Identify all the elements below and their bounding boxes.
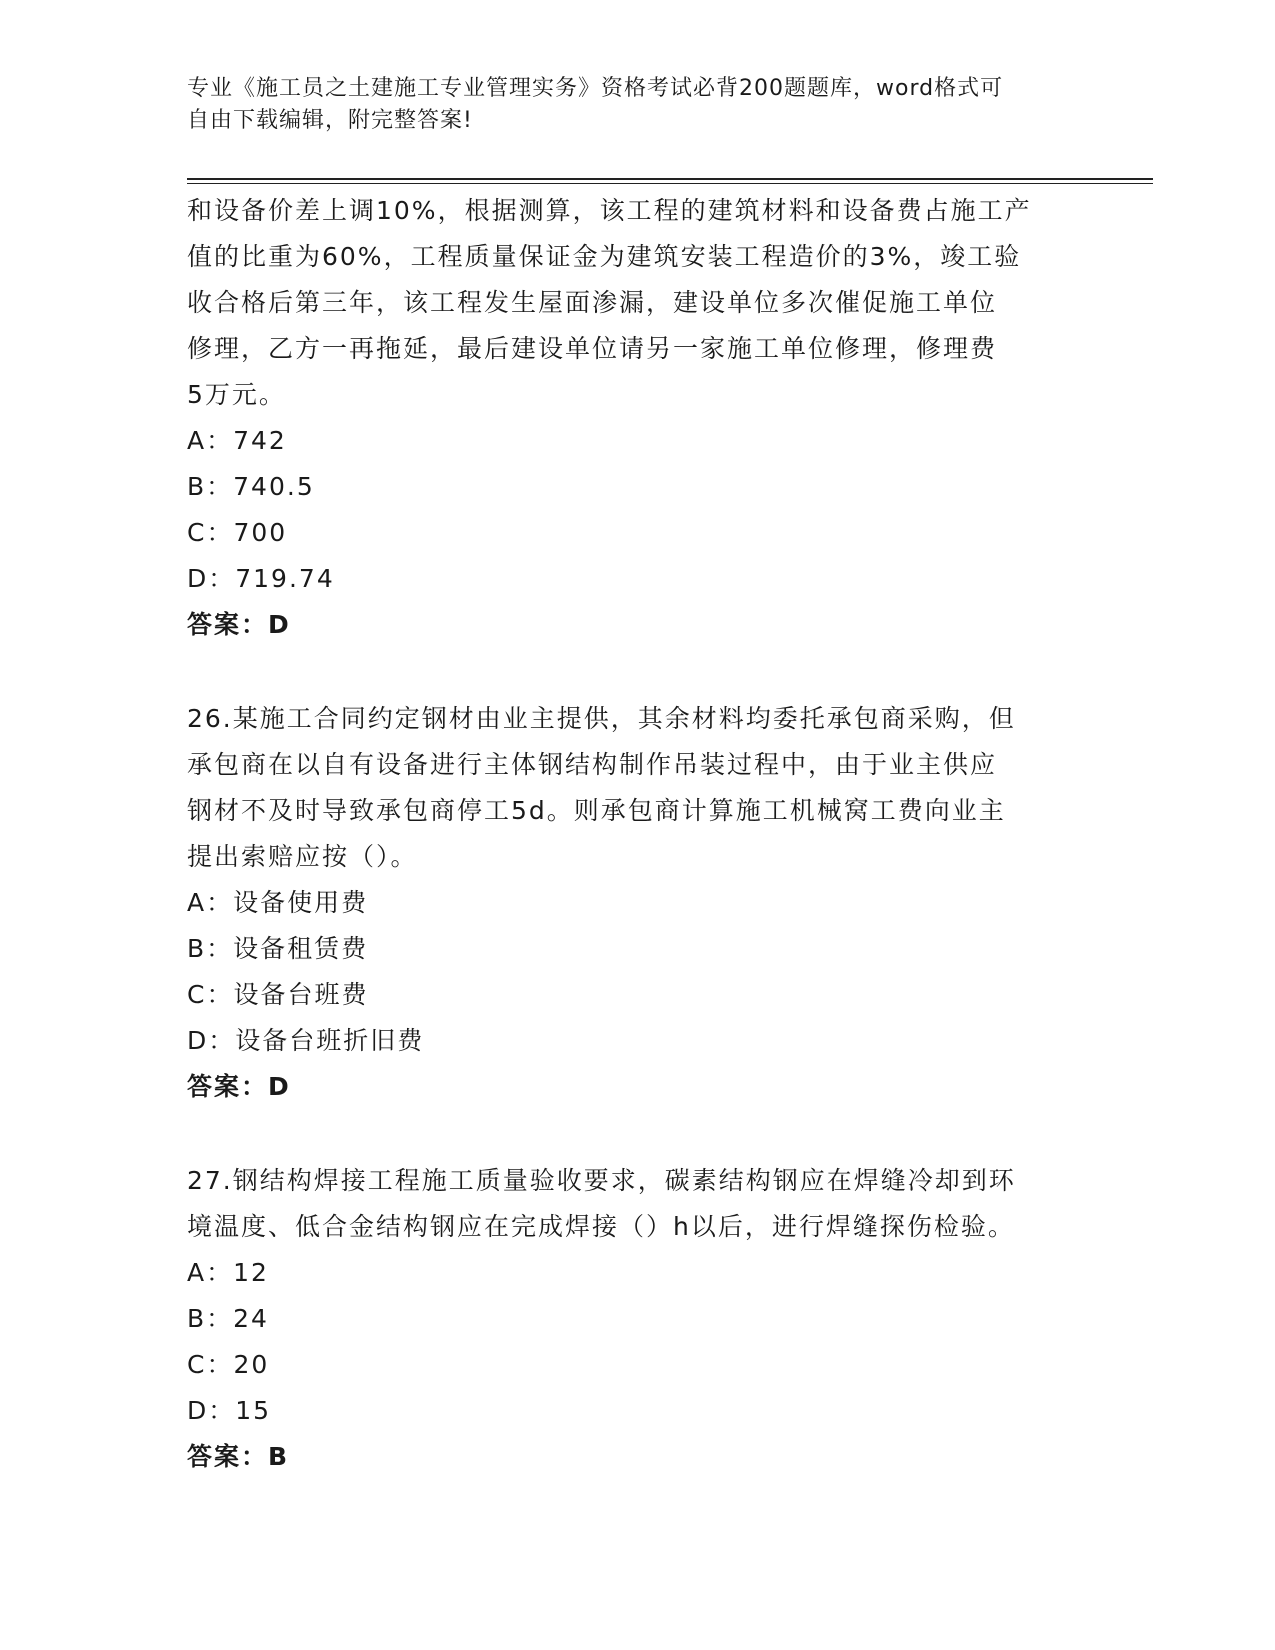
option-b: B：24 bbox=[187, 1304, 269, 1333]
question-text-line: 27.钢结构焊接工程施工质量验收要求，碳素结构钢应在焊缝冷却到环 bbox=[187, 1166, 1016, 1195]
answer: 答案：B bbox=[187, 1442, 290, 1471]
header-title-line-2: 自由下载编辑，附完整答案! bbox=[187, 108, 473, 133]
document-body bbox=[187, 188, 1087, 1480]
option-c: C：20 bbox=[187, 1350, 270, 1379]
answer: 答案：D bbox=[187, 610, 291, 639]
question-text-line: 修理，乙方一再拖延，最后建设单位请另一家施工单位修理，修理费 bbox=[187, 334, 998, 363]
answer: 答案：D bbox=[187, 1072, 291, 1101]
question-text-line: 26.某施工合同约定钢材由业主提供，其余材料均委托承包商采购，但 bbox=[187, 704, 1016, 733]
option-d: D：719.74 bbox=[187, 564, 335, 593]
question-text-line: 值的比重为60%，工程质量保证金为建筑安装工程造价的3%，竣工验 bbox=[187, 242, 1022, 271]
option-c: C：700 bbox=[187, 518, 288, 547]
header-title-line-1: 专业《施工员之土建施工专业管理实务》资格考试必背200题题库，word格式可 bbox=[187, 76, 1004, 101]
option-b: B：设备租赁费 bbox=[187, 934, 369, 963]
option-d: D：15 bbox=[187, 1396, 272, 1425]
question-spacer bbox=[187, 1110, 1087, 1158]
question-text-line: 钢材不及时导致承包商停工5d。则承包商计算施工机械窝工费向业主 bbox=[187, 796, 1006, 825]
option-c: C：设备台班费 bbox=[187, 980, 369, 1009]
question-text-line: 境温度、低合金结构钢应在完成焊接（）h以后，进行焊缝探伤检验。 bbox=[187, 1212, 1015, 1241]
option-b: B：740.5 bbox=[187, 472, 315, 501]
document-header bbox=[187, 73, 1067, 137]
question-text-line: 提出索赔应按（）。 bbox=[187, 842, 418, 871]
question-26 bbox=[187, 696, 1087, 1110]
question-spacer bbox=[187, 648, 1087, 696]
question-text-line: 承包商在以自有设备进行主体钢结构制作吊装过程中，由于业主供应 bbox=[187, 750, 998, 779]
question-text-line: 收合格后第三年，该工程发生屋面渗漏，建设单位多次催促施工单位 bbox=[187, 288, 998, 317]
option-a: A：12 bbox=[187, 1258, 269, 1287]
question-text-line: 5万元。 bbox=[187, 380, 286, 409]
option-a: A：设备使用费 bbox=[187, 888, 369, 917]
question-25 bbox=[187, 188, 1087, 648]
header-divider-thin bbox=[187, 183, 1153, 184]
option-a: A：742 bbox=[187, 426, 287, 455]
question-text-line: 和设备价差上调10%，根据测算，该工程的建筑材料和设备费占施工产 bbox=[187, 196, 1032, 225]
option-d: D：设备台班折旧费 bbox=[187, 1026, 425, 1055]
header-divider-thick bbox=[187, 178, 1153, 180]
question-27 bbox=[187, 1158, 1087, 1480]
